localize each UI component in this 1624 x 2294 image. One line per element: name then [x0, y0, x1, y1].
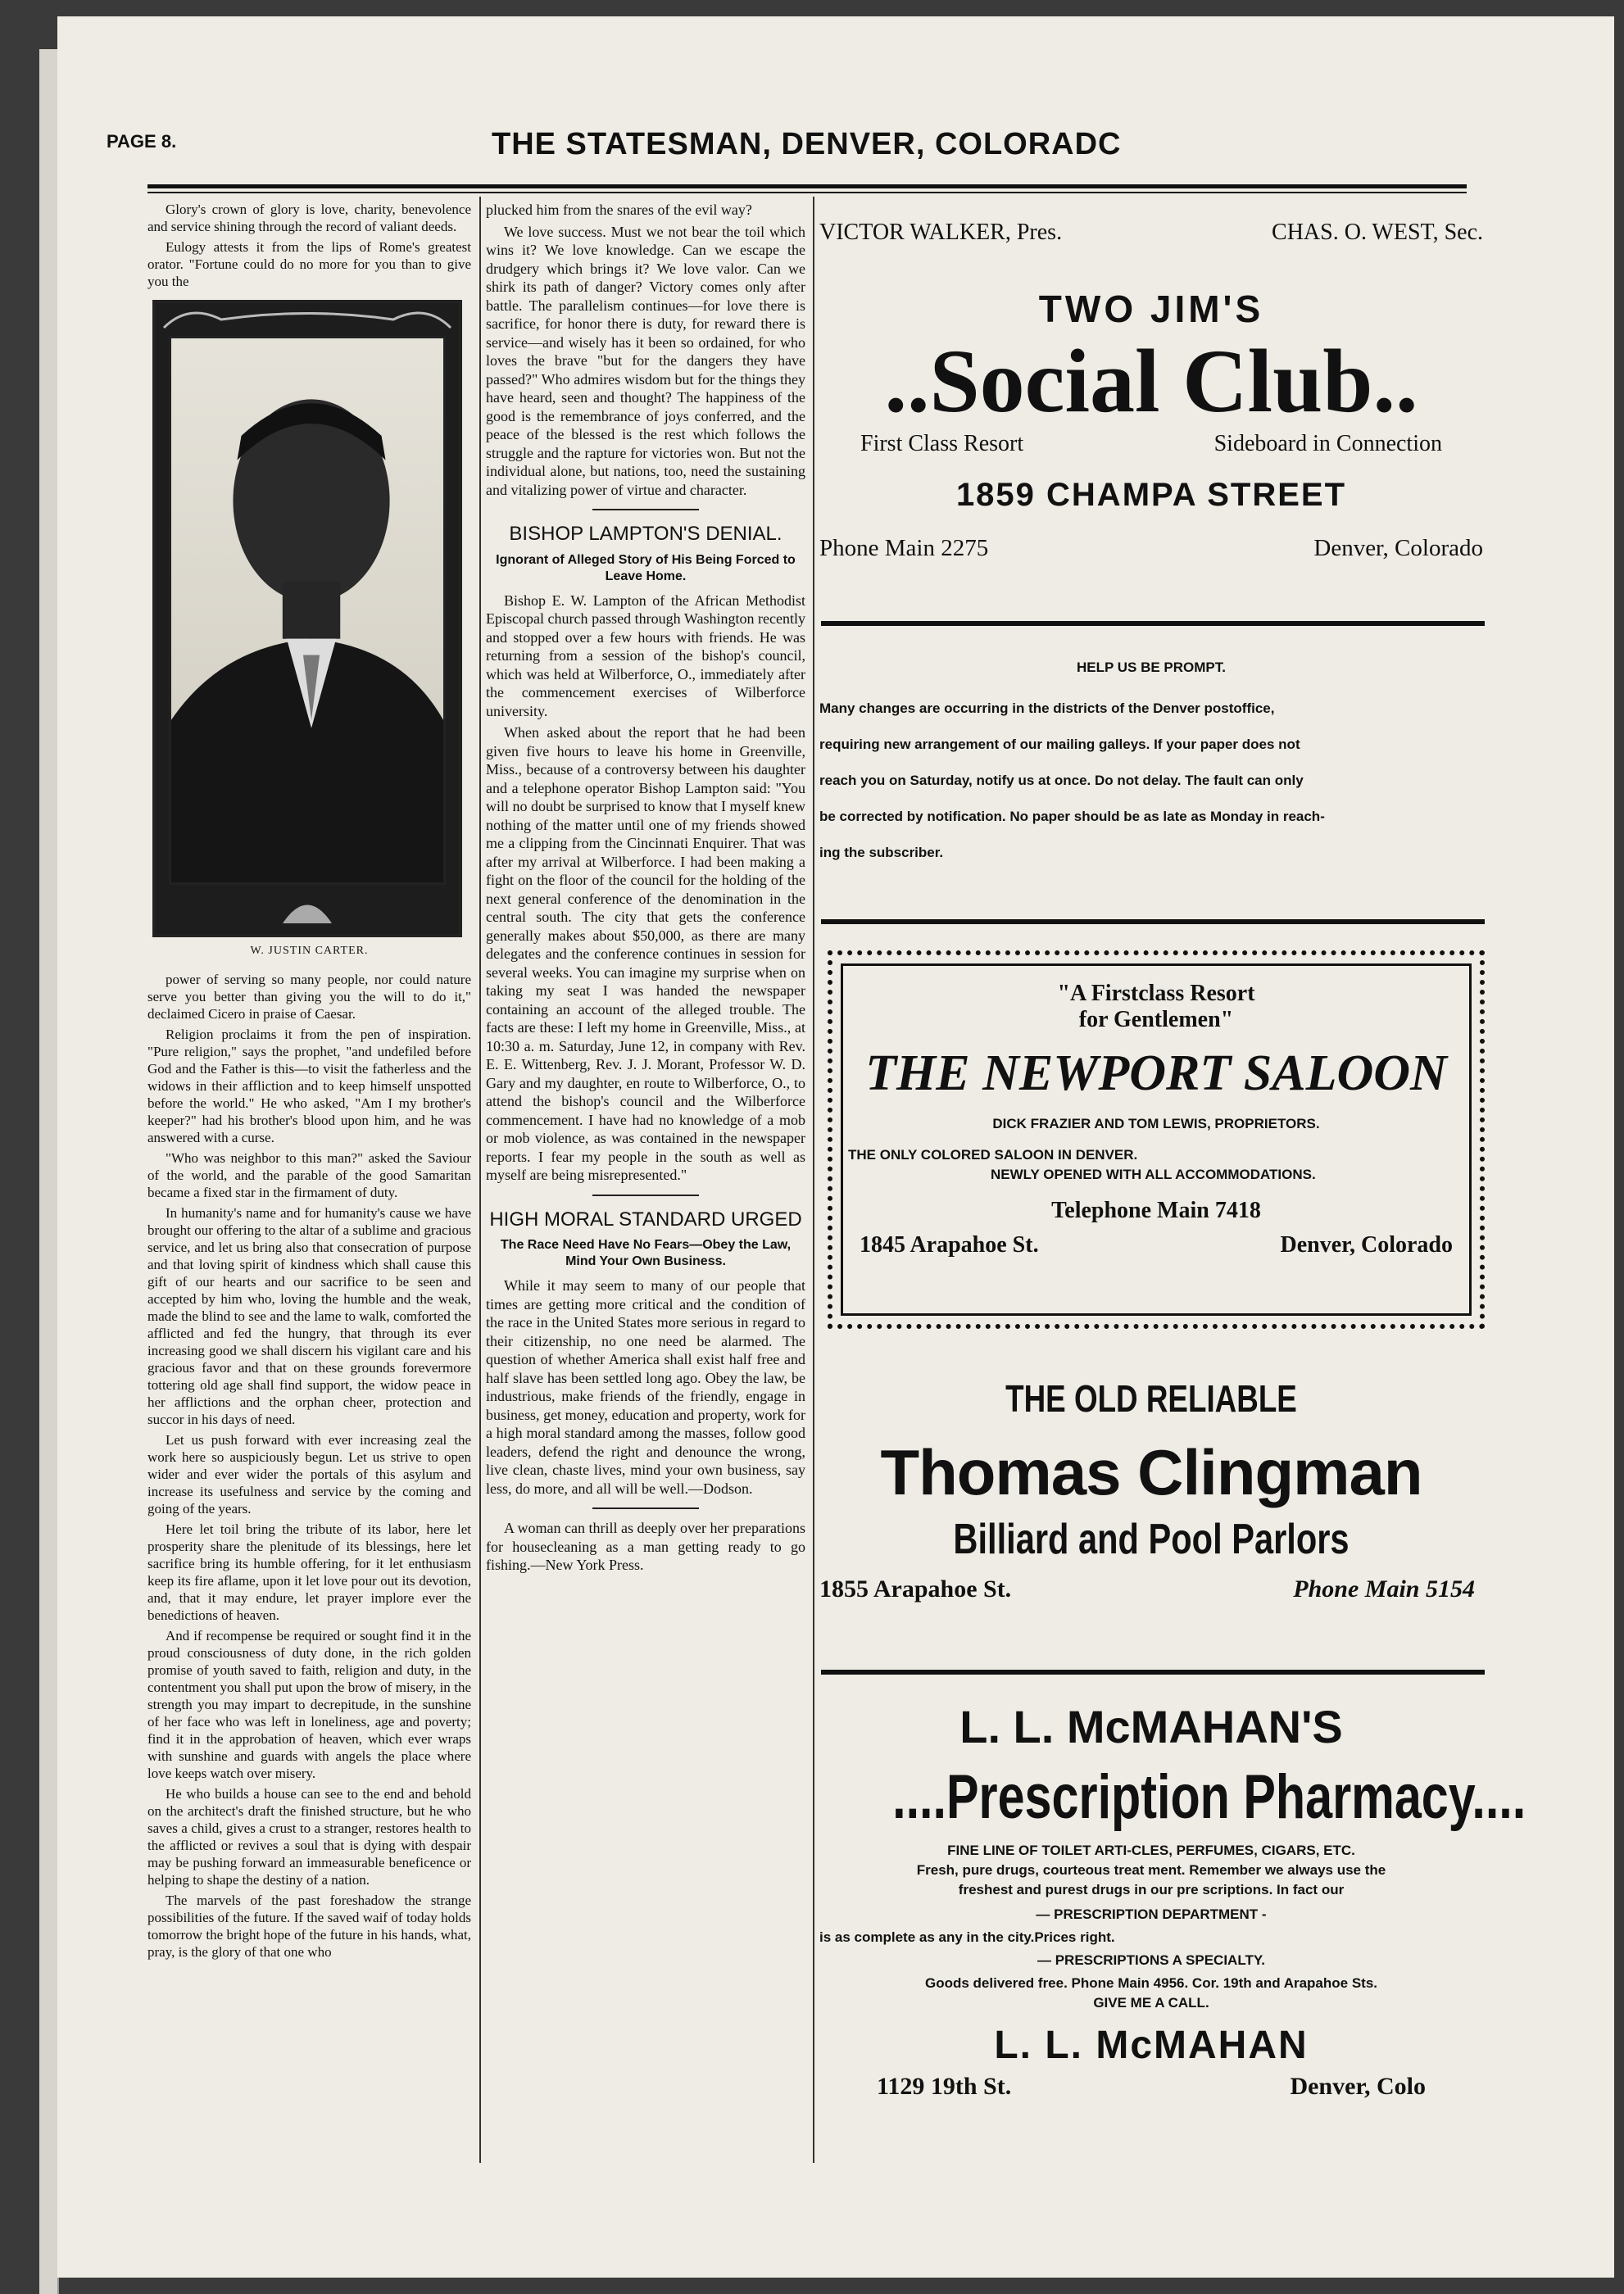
notice-line: ing the subscriber.	[819, 845, 944, 860]
clingman-ad	[819, 1376, 1483, 1603]
newport-phone: Telephone Main 7418	[1051, 1198, 1261, 1223]
header-rule	[147, 184, 1467, 188]
ad-separator	[821, 1670, 1485, 1675]
paragraph: "Who was neighbor to this man?" asked the Saviour of the world, and the parable of the good Samaritan became a fixed star in the firmament of duty.	[147, 1150, 471, 1200]
mcmahan-kicker: L. L. McMAHAN'S	[959, 1701, 1343, 1752]
mcmahan-owner: L. L. McMAHAN	[994, 2024, 1309, 2067]
mcmahan-address: 1129 19th St.	[877, 2073, 1012, 2100]
paragraph: Religion proclaims it from the pen of inspiration. "Pure religion," says the prophet, "and undefiled before God and the Father is this—to visit the fatherless and the widows in their affliction and to keep himself unspotted before the world." He who asked, "Am I my brother's keeper?" had his brother's blood upon him, and he was answered with a curse.	[147, 1027, 471, 1145]
mcmahan-ad	[819, 1700, 1526, 2101]
newport-line: THE ONLY COLORED SALOON IN DENVER.	[848, 1147, 1138, 1163]
clingman-kicker: THE OLD RELIABLE	[1005, 1377, 1297, 1420]
paragraph: Glory's crown of glory is love, charity, benevolence and service shining through the record of valiant deeds.	[147, 202, 471, 234]
clingman-phone: Phone Main 5154	[1293, 1575, 1475, 1603]
paragraph: Let us push forward with ever increasing zeal the work here so auspiciously begun. Let us strive to open wider and ever wider the portals of this asylum and increase its usefulness and service by the coming and going of the years.	[147, 1432, 471, 1516]
mcmahan-line: Goods delivered free. Phone Main 4956. Cor. 19th and Arapahoe Sts.	[924, 1975, 1378, 1991]
ad-separator	[821, 621, 1485, 626]
adjacent-page-edge	[39, 49, 59, 2294]
mcmahan-city: Denver, Colo	[1290, 2073, 1426, 2100]
column-rule-1	[479, 197, 481, 2163]
notice-line: Many changes are occurring in the districts of the Denver postoffice,	[819, 700, 1275, 716]
frame-shell-ornament	[279, 891, 336, 927]
article-divider	[592, 1195, 699, 1196]
paragraph: He who builds a house can see to the end and behold on the architect's draft the finished structure, but he who saves a child, gives a crust to a stranger, restores health to the afflicted or revives a soul that is dying with despair may be pushing forward an immeasurable beneficence or helping to shape the destiny of a nation.	[147, 1786, 471, 1888]
club-city: Denver, Colorado	[1313, 535, 1483, 561]
notice-line: reach you on Saturday, notify us at once. Do not delay. The fault can only	[819, 773, 1304, 788]
mcmahan-name: ....Prescription Pharmacy....	[892, 1762, 1526, 1832]
article-subhead: Ignorant of Alleged Story of His Being Forced to Leave Home.	[496, 552, 796, 583]
club-tagline-right: Sideboard in Connection	[1213, 431, 1442, 456]
paragraph: plucked him from the snares of the evil way?	[486, 202, 752, 218]
header-rule-thin	[147, 192, 1467, 193]
paragraph: We love success. Must we not bear the toil which wins it? We love knowledge. Can we escape the drudgery which brings it? We love valor. Can we shirk its path of danger? Victory comes only after battle. The parallelism continues—for love there is sacrifice, for honor there is duty, for reward there is service—and wisely has it been so ordained, for who loves the brave "but for the dangers they have passed?" Who admires wisdom but for the things they have heard, seen and thought? The happiness of the good is the remembrance of joys conferred, and the peace of the blessed is the rest which follows the struggle and the rapture for victories won. But not the individual alone, but nations, too, need the sustaining and vitalizing power of virtue and character.	[486, 223, 805, 498]
frame-scroll-ornament	[156, 303, 459, 336]
mcmahan-line: GIVE ME A CALL.	[1093, 1995, 1209, 2011]
article-divider	[592, 1507, 699, 1509]
club-tagline-left: First Class Resort	[860, 431, 1024, 456]
portrait-photo	[169, 336, 446, 885]
paragraph: And if recompense be required or sought find it in the proud consciousness of duty done, in the rich golden promise of youth saved to faith, religion and duty, in the contentment you shall put upon the brow of misery, in the strength you may impart to decrepitude, in the sunshine of her face who was left in loneliness, age and poverty; find it in the approbation of heaven, which ever wraps with sunshine and guards with angels the place where love keeps watch over misery.	[147, 1628, 471, 1781]
mcmahan-line: — PRESCRIPTION DEPARTMENT -	[1036, 1906, 1267, 1922]
newport-slogan: "A Firstclass Resort	[1057, 981, 1255, 1006]
notice-title: HELP US BE PROMPT.	[1077, 660, 1226, 675]
prompt-notice	[819, 660, 1483, 871]
club-kicker: TWO JIM'S	[1038, 288, 1264, 330]
notice-line: be corrected by notification. No paper should be as late as Monday in reach-	[819, 809, 1325, 824]
newport-slogan: for Gentlemen"	[1078, 1007, 1234, 1032]
club-phone: Phone Main 2275	[819, 535, 989, 561]
mcmahan-line: is as complete as any in the city.Prices right.	[819, 1929, 1115, 1945]
article-headline: HIGH MORAL STANDARD URGED	[489, 1208, 802, 1231]
mcmahan-line: freshest and purest drugs in our pre scriptions. In fact our	[958, 1882, 1345, 1897]
article-divider	[592, 509, 699, 510]
mcmahan-line: — PRESCRIPTIONS A SPECIALTY.	[1037, 1952, 1266, 1968]
newport-line: NEWLY OPENED WITH ALL ACCOMMODATIONS.	[991, 1167, 1316, 1182]
mcmahan-line: Fresh, pure drugs, courteous treat ment. Remember we always use the	[916, 1862, 1386, 1878]
page-number: PAGE 8.	[107, 131, 177, 152]
paragraph: Eulogy attests it from the lips of Rome's greatest orator. "Fortune could do no more for you than to give you the	[147, 239, 471, 289]
portrait-frame	[152, 300, 462, 937]
notice-line: requiring new arrangement of our mailing galleys. If your paper does not	[819, 737, 1300, 752]
paragraph: When asked about the report that he had been given five hours to leave his home in Greenville, Miss., because of a controversy between his daughter and a telephone operator Bishop Lampton said: "You will no doubt be surprised to know that I myself knew nothing of the matter until one of my friends showed me a clipping from the Cincinnati Enquirer. That was after my arrival at Wilberforce. I had been making a fight on the floor of the council for the holding of the next general conference of the denomination in the central south. The city that gets the conference generally makes about $50,000, as there are many delegates and the conference continues in session for several weeks. You can imagine my surprise when on taking my seat I was handed the newspaper containing an account of the alleged trouble. The facts are these: I left my home in Greenville, Miss., at 10:30 a. m. Saturday, June 12, in company with Rev. E. E. Wittenberg, Rev. J. J. Morant, Professor W. D. Gary and my daughter, en route to Wilberforce, O., to attend the bishop's council and the Wilberforce commencement. I have had no knowledge of a mob or mob violence, as was contained in the newspaper reports. I fear my people in the south as well as myself are being misrepresented."	[486, 724, 805, 1183]
clingman-address: 1855 Arapahoe St.	[819, 1575, 1012, 1603]
paragraph: Here let toil bring the tribute of its labor, here let prosperity share the plenitude of its blessings, here let sacrifice bring its humble offering, for it let enthusiasm keep its fire aflame, upon it let love pour out its devotion, and, that it may endure, let prayer implore ever the benedictions of heaven.	[147, 1521, 471, 1623]
portrait-silhouette	[171, 338, 443, 882]
article-headline: BISHOP LAMPTON'S DENIAL.	[509, 523, 783, 545]
portrait-caption: W. JUSTIN CARTER.	[250, 945, 369, 957]
newport-name: THE NEWPORT SALOON	[865, 1045, 1447, 1101]
president-name: VICTOR WALKER, Pres.	[819, 220, 1063, 245]
article-subhead: The Race Need Have No Fears—Obey the Law, Mind Your Own Business.	[500, 1238, 792, 1268]
paragraph: The marvels of the past foreshadow the strange possibilities of the future. If the saved waif of today holds tomorrow the bright hope of the future in his hands, what, pray, is the glory of that one who	[147, 1893, 471, 1960]
clingman-name: Thomas Clingman	[880, 1436, 1422, 1508]
mcmahan-line: FINE LINE OF TOILET ARTI-CLES, PERFUMES, CIGARS, ETC.	[947, 1843, 1355, 1858]
column-1	[147, 201, 471, 1964]
paragraph: In humanity's name and for humanity's cause we have brought our offering to the altar of a sublime and gracious service, and let us bring also that consecration of purpose and that loving spirit of kindness which shall cause this gift of our hearts and our sacrifice to be seen and accepted by him who, loving the humble and the weak, made the blind to see and the lame to walk, comforted the afflicted and fed the hungry, that through its ever increasing good we shall discern his vigilant care and his gracious favor and that on these grounds forevermore tottering old age shall find support, the widow peace in her afflictions and the orphan cheer, protection and succor in his days of need.	[147, 1205, 471, 1427]
club-name: ..Social Club..	[884, 331, 1418, 431]
clingman-business: Billiard and Pool Parlors	[953, 1516, 1350, 1563]
newport-inner-border	[841, 963, 1472, 1316]
paragraph: Bishop E. W. Lampton of the African Methodist Episcopal church passed through Washington recently and stopped over a few hours with friends. He was returning from a session of the bishop's council, which was held at Wilberforce, O., immediately after the commencement exercises of Wilberforce university.	[486, 592, 805, 719]
column-2	[486, 201, 805, 1578]
newport-saloon-ad	[828, 950, 1485, 1329]
column-rule-2	[813, 197, 814, 2163]
newport-city: Denver, Colorado	[1280, 1232, 1453, 1258]
paragraph: While it may seem to many of our people that times are getting more critical and the condition of the race in the United States more serious in regard to their citizenship, no one need be alarmed. The question of whether America shall exist half free and half slave has been settled long ago. Obey the law, be industrious, make friends of the friendly, engage in business, get money, education and property, work for a high moral standard among the masses, follow good leaders, defend the right and denounce the wrong, live clean, chaste lives, mind your own business, say less, do more, and all will be well.—Dodson.	[486, 1277, 805, 1497]
social-club-ad	[819, 220, 1483, 562]
newport-proprietors: DICK FRAZIER AND TOM LEWIS, PROPRIETORS.	[992, 1116, 1320, 1131]
paragraph: power of serving so many people, nor could nature serve you better than giving you the will to do it," declaimed Cicero in praise of Caesar.	[147, 972, 471, 1022]
club-address: 1859 CHAMPA STREET	[955, 477, 1347, 513]
secretary-name: CHAS. O. WEST, Sec.	[1272, 220, 1483, 245]
newport-address: 1845 Arapahoe St.	[860, 1232, 1039, 1258]
masthead-title: THE STATESMAN, DENVER, COLORADC	[492, 127, 1122, 161]
filler-paragraph: A woman can thrill as deeply over her preparations for housecleaning as a man getting ready to go fishing.—New York Press.	[486, 1520, 805, 1573]
ad-separator	[821, 919, 1485, 924]
